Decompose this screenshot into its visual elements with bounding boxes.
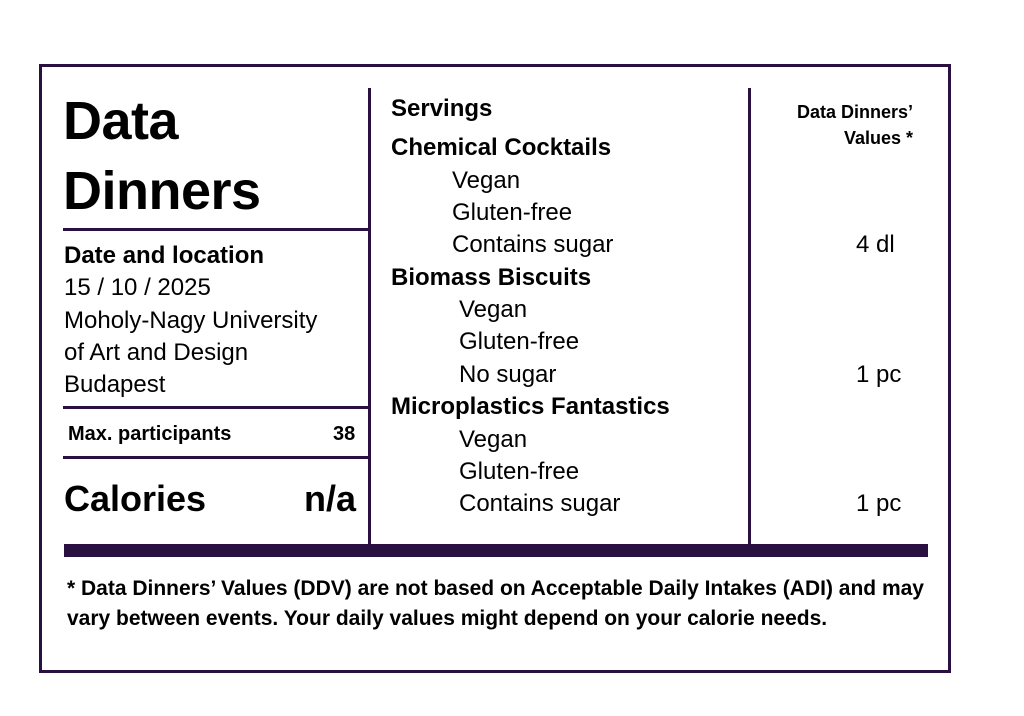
serving-attribute: No sugar — [459, 361, 557, 388]
calories-label: Calories — [64, 478, 207, 519]
serving-attribute: Gluten-free — [459, 458, 580, 485]
serving-attribute: Gluten-free — [459, 328, 580, 355]
footnote: * Data Dinners’ Values (DDV) are not based on Acceptable Daily Intakes (ADI) and may vary between events. Your daily values might depend on your calorie needs. — [67, 577, 924, 630]
location-line-1: Moholy-Nagy University — [64, 307, 318, 334]
max-participants-value: 38 — [333, 423, 356, 445]
right-column-divider — [748, 88, 751, 544]
serving-value: 1 pc — [856, 361, 902, 388]
serving-attribute: Contains sugar — [452, 231, 614, 258]
ddv-heading-line-2: Values * — [843, 128, 913, 148]
event-date: 15 / 10 / 2025 — [64, 274, 211, 301]
thick-divider-bar — [64, 544, 928, 557]
serving-name: Chemical Cocktails — [391, 134, 612, 161]
divider-under-title — [63, 228, 369, 231]
title-line-1: Data — [63, 91, 179, 151]
ddv-heading-line-1: Data Dinners’ — [796, 102, 913, 122]
serving-attribute: Vegan — [452, 167, 521, 194]
date-location-heading: Date and location — [64, 242, 265, 269]
calories-value: n/a — [304, 478, 357, 519]
serving-value: 4 dl — [856, 231, 895, 258]
title-line-2: Dinners — [63, 161, 261, 221]
serving-name: Microplastics Fantastics — [391, 393, 670, 420]
divider-under-location — [63, 406, 369, 409]
servings-heading: Servings — [391, 95, 493, 122]
divider-under-participants — [63, 456, 369, 459]
serving-name: Biomass Biscuits — [391, 264, 592, 291]
serving-attribute: Contains sugar — [459, 490, 621, 517]
max-participants-label: Max. participants — [68, 423, 232, 445]
serving-attribute: Vegan — [459, 426, 528, 453]
location-line-3: Budapest — [64, 371, 166, 398]
location-line-2: of Art and Design — [64, 339, 249, 366]
serving-attribute: Vegan — [459, 296, 528, 323]
left-column-divider — [368, 88, 371, 544]
serving-value: 1 pc — [856, 490, 902, 517]
serving-attribute: Gluten-free — [452, 199, 573, 226]
